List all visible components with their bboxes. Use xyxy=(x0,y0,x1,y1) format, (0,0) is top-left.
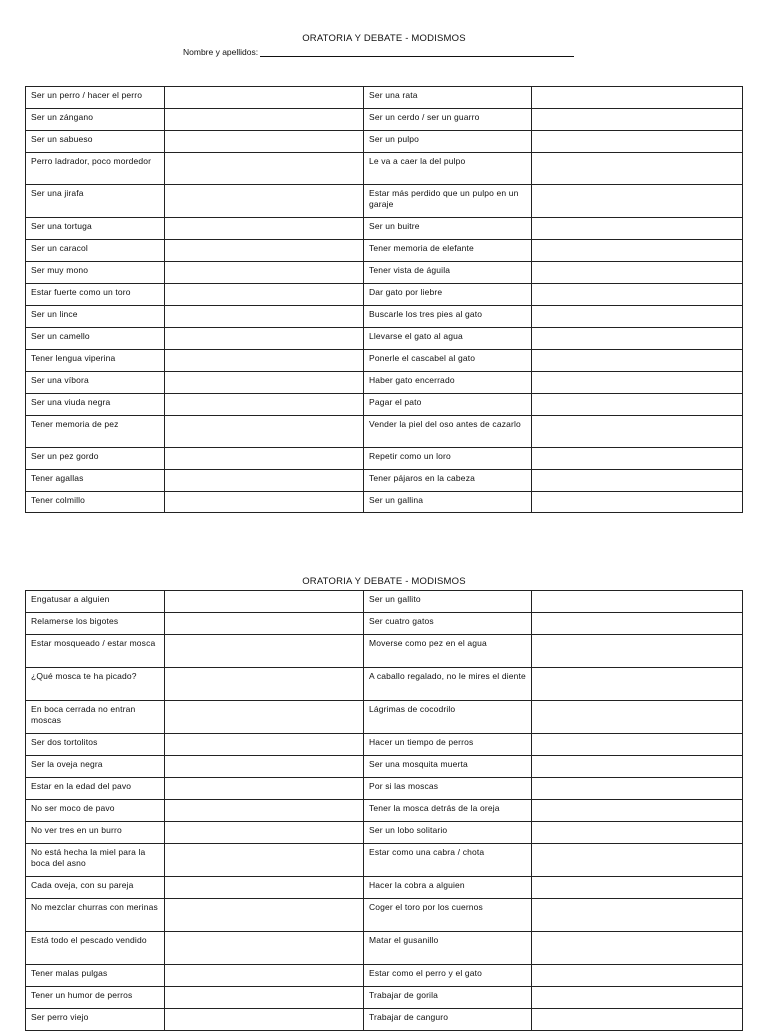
idiom-cell: Estar como el perro y el gato xyxy=(364,965,532,987)
table-row xyxy=(26,800,743,822)
answer-cell[interactable] xyxy=(532,635,743,668)
idiom-cell: Relamerse los bigotes xyxy=(26,613,165,635)
table-row xyxy=(26,262,743,284)
answer-cell[interactable] xyxy=(165,153,364,185)
answer-cell[interactable] xyxy=(532,262,743,284)
answer-cell[interactable] xyxy=(165,987,364,1009)
idiom-cell: Ser un gallito xyxy=(364,591,532,613)
idiom-cell: Ser un pulpo xyxy=(364,131,532,153)
idiom-cell: Cada oveja, con su pareja xyxy=(26,877,165,899)
table-row xyxy=(26,932,743,965)
answer-cell[interactable] xyxy=(165,492,364,513)
idiom-cell: Hacer un tiempo de perros xyxy=(364,734,532,756)
table-row xyxy=(26,756,743,778)
idiom-cell: Ser un sabueso xyxy=(26,131,165,153)
idiom-cell: Tener memoria de elefante xyxy=(364,240,532,262)
answer-cell[interactable] xyxy=(532,218,743,240)
table-row xyxy=(26,613,743,635)
answer-cell[interactable] xyxy=(532,492,743,513)
answer-cell[interactable] xyxy=(165,350,364,372)
idiom-cell: Ser un lobo solitario xyxy=(364,822,532,844)
idiom-cell: Tener colmillo xyxy=(26,492,165,513)
answer-cell[interactable] xyxy=(165,306,364,328)
answer-cell[interactable] xyxy=(532,734,743,756)
idiom-cell: Ser una jirafa xyxy=(26,185,165,218)
idiom-cell: A caballo regalado, no le mires el diente xyxy=(364,668,532,701)
answer-cell[interactable] xyxy=(165,932,364,965)
idiom-cell: Tener la mosca detrás de la oreja xyxy=(364,800,532,822)
idiom-cell: Engatusar a alguien xyxy=(26,591,165,613)
idiom-cell: Ser muy mono xyxy=(26,262,165,284)
answer-cell[interactable] xyxy=(532,1009,743,1031)
answer-cell[interactable] xyxy=(165,899,364,932)
idiom-cell: No ver tres en un burro xyxy=(26,822,165,844)
idiom-cell: Ser la oveja negra xyxy=(26,756,165,778)
idiom-cell: Tener lengua viperina xyxy=(26,350,165,372)
idiom-cell: Estar mosqueado / estar mosca xyxy=(26,635,165,668)
idiom-cell: Ser un pez gordo xyxy=(26,448,165,470)
answer-cell[interactable] xyxy=(165,470,364,492)
answer-cell[interactable] xyxy=(165,877,364,899)
table-row xyxy=(26,372,743,394)
table-row xyxy=(26,131,743,153)
table-row xyxy=(26,240,743,262)
idiom-cell: Ponerle el cascabel al gato xyxy=(364,350,532,372)
idiom-cell: Perro ladrador, poco mordedor xyxy=(26,153,165,185)
answer-cell[interactable] xyxy=(165,218,364,240)
idiom-cell: Ser una rata xyxy=(364,87,532,109)
table-row xyxy=(26,328,743,350)
idiom-cell: Buscarle los tres pies al gato xyxy=(364,306,532,328)
idiom-cell: Haber gato encerrado xyxy=(364,372,532,394)
table-row xyxy=(26,734,743,756)
idiom-cell: Ser un perro / hacer el perro xyxy=(26,87,165,109)
answer-cell[interactable] xyxy=(165,800,364,822)
idiom-cell: No está hecha la miel para la boca del asno xyxy=(26,844,165,877)
answer-cell[interactable] xyxy=(165,185,364,218)
answer-cell[interactable] xyxy=(532,153,743,185)
idiom-cell: Estar en la edad del pavo xyxy=(26,778,165,800)
answer-cell[interactable] xyxy=(532,613,743,635)
idiom-cell: Estar fuerte como un toro xyxy=(26,284,165,306)
answer-cell[interactable] xyxy=(165,394,364,416)
table-row xyxy=(26,448,743,470)
table-row xyxy=(26,635,743,668)
answer-cell[interactable] xyxy=(532,131,743,153)
table-row xyxy=(26,591,743,613)
table-row xyxy=(26,899,743,932)
answer-cell[interactable] xyxy=(532,240,743,262)
answer-cell[interactable] xyxy=(165,284,364,306)
idiom-cell: No mezclar churras con merinas xyxy=(26,899,165,932)
idiom-cell: Repetir como un loro xyxy=(364,448,532,470)
answer-cell[interactable] xyxy=(165,701,364,734)
worksheet-title: ORATORIA Y DEBATE - MODISMOS xyxy=(302,33,466,44)
answer-cell[interactable] xyxy=(532,185,743,218)
table-row xyxy=(26,844,743,877)
idiom-cell: Ser un zángano xyxy=(26,109,165,131)
idiom-cell: Ser una viuda negra xyxy=(26,394,165,416)
answer-cell[interactable] xyxy=(165,734,364,756)
table-row xyxy=(26,1009,743,1031)
table-row xyxy=(26,701,743,734)
idiom-cell: Ser un cerdo / ser un guarro xyxy=(364,109,532,131)
answer-cell[interactable] xyxy=(532,877,743,899)
answer-cell[interactable] xyxy=(165,635,364,668)
table-row xyxy=(26,965,743,987)
idiom-cell: Tener un humor de perros xyxy=(26,987,165,1009)
table-row xyxy=(26,778,743,800)
idiom-cell: Ser un caracol xyxy=(26,240,165,262)
idiom-cell: Ser una mosquita muerta xyxy=(364,756,532,778)
answer-cell[interactable] xyxy=(165,613,364,635)
answer-cell[interactable] xyxy=(532,591,743,613)
idiom-cell: Llevarse el gato al agua xyxy=(364,328,532,350)
answer-cell[interactable] xyxy=(532,756,743,778)
table-row xyxy=(26,492,743,513)
name-field[interactable] xyxy=(183,47,574,57)
answer-cell[interactable] xyxy=(165,372,364,394)
table-row xyxy=(26,218,743,240)
idioms-table-2 xyxy=(25,590,743,1031)
worksheet-title-2: ORATORIA Y DEBATE - MODISMOS xyxy=(302,576,466,587)
answer-cell[interactable] xyxy=(165,328,364,350)
idiom-cell: Tener pájaros en la cabeza xyxy=(364,470,532,492)
answer-cell[interactable] xyxy=(165,87,364,109)
answer-cell[interactable] xyxy=(165,591,364,613)
answer-cell[interactable] xyxy=(532,416,743,448)
idiom-cell: Ser una víbora xyxy=(26,372,165,394)
idiom-cell: Pagar el pato xyxy=(364,394,532,416)
answer-cell[interactable] xyxy=(532,328,743,350)
table-row xyxy=(26,350,743,372)
answer-cell[interactable] xyxy=(532,965,743,987)
idiom-cell: Ser un gallina xyxy=(364,492,532,513)
answer-cell[interactable] xyxy=(532,470,743,492)
answer-cell[interactable] xyxy=(532,822,743,844)
idiom-cell: En boca cerrada no entran moscas xyxy=(26,701,165,734)
name-blank-line[interactable] xyxy=(260,48,574,57)
answer-cell[interactable] xyxy=(532,350,743,372)
answer-cell[interactable] xyxy=(165,756,364,778)
table-row xyxy=(26,877,743,899)
name-label: Nombre y apellidos: xyxy=(183,47,259,57)
idiom-cell: Trabajar de canguro xyxy=(364,1009,532,1031)
idiom-cell: Ser perro viejo xyxy=(26,1009,165,1031)
idiom-cell: Matar el gusanillo xyxy=(364,932,532,965)
idiom-cell: No ser moco de pavo xyxy=(26,800,165,822)
table-row xyxy=(26,87,743,109)
idiom-cell: Le va a caer la del pulpo xyxy=(364,153,532,185)
idiom-cell: Tener vista de águila xyxy=(364,262,532,284)
table-row xyxy=(26,284,743,306)
answer-cell[interactable] xyxy=(165,109,364,131)
answer-cell[interactable] xyxy=(532,932,743,965)
table-row xyxy=(26,185,743,218)
idiom-cell: Moverse como pez en el agua xyxy=(364,635,532,668)
answer-cell[interactable] xyxy=(165,240,364,262)
answer-cell[interactable] xyxy=(532,87,743,109)
answer-cell[interactable] xyxy=(165,131,364,153)
idiom-cell: Tener agallas xyxy=(26,470,165,492)
table-row xyxy=(26,109,743,131)
answer-cell[interactable] xyxy=(165,262,364,284)
answer-cell[interactable] xyxy=(165,965,364,987)
answer-cell[interactable] xyxy=(165,844,364,877)
idiom-cell: Ser un camello xyxy=(26,328,165,350)
idiom-cell: Estar más perdido que un pulpo en un garaje xyxy=(364,185,532,218)
table-row xyxy=(26,306,743,328)
idiom-cell: Ser un buitre xyxy=(364,218,532,240)
table-row xyxy=(26,822,743,844)
answer-cell[interactable] xyxy=(165,1009,364,1031)
table-row xyxy=(26,987,743,1009)
answer-cell[interactable] xyxy=(165,778,364,800)
idiom-cell: Estar como una cabra / chota xyxy=(364,844,532,877)
table-row xyxy=(26,153,743,185)
idiom-cell: Vender la piel del oso antes de cazarlo xyxy=(364,416,532,448)
answer-cell[interactable] xyxy=(532,109,743,131)
idiom-cell: Coger el toro por los cuernos xyxy=(364,899,532,932)
table-row xyxy=(26,394,743,416)
answer-cell[interactable] xyxy=(532,899,743,932)
table-row xyxy=(26,470,743,492)
idiom-cell: Dar gato por liebre xyxy=(364,284,532,306)
idioms-table-1 xyxy=(25,86,743,513)
idiom-cell: Ser cuatro gatos xyxy=(364,613,532,635)
idiom-cell: Por si las moscas xyxy=(364,778,532,800)
table-row xyxy=(26,668,743,701)
idiom-cell: Ser una tortuga xyxy=(26,218,165,240)
answer-cell[interactable] xyxy=(532,394,743,416)
table-row xyxy=(26,416,743,448)
idiom-cell: Lágrimas de cocodrilo xyxy=(364,701,532,734)
answer-cell[interactable] xyxy=(165,668,364,701)
answer-cell[interactable] xyxy=(532,800,743,822)
idiom-cell: Ser dos tortolitos xyxy=(26,734,165,756)
answer-cell[interactable] xyxy=(532,448,743,470)
answer-cell[interactable] xyxy=(532,778,743,800)
answer-cell[interactable] xyxy=(532,987,743,1009)
answer-cell[interactable] xyxy=(532,701,743,734)
idiom-cell: Tener memoria de pez xyxy=(26,416,165,448)
idiom-cell: Ser un lince xyxy=(26,306,165,328)
idiom-cell: Está todo el pescado vendido xyxy=(26,932,165,965)
answer-cell[interactable] xyxy=(532,668,743,701)
answer-cell[interactable] xyxy=(165,416,364,448)
answer-cell[interactable] xyxy=(165,448,364,470)
answer-cell[interactable] xyxy=(532,844,743,877)
answer-cell[interactable] xyxy=(532,306,743,328)
answer-cell[interactable] xyxy=(165,822,364,844)
idiom-cell: ¿Qué mosca te ha picado? xyxy=(26,668,165,701)
idiom-cell: Tener malas pulgas xyxy=(26,965,165,987)
idiom-cell: Trabajar de gorila xyxy=(364,987,532,1009)
idiom-cell: Hacer la cobra a alguien xyxy=(364,877,532,899)
answer-cell[interactable] xyxy=(532,284,743,306)
answer-cell[interactable] xyxy=(532,372,743,394)
